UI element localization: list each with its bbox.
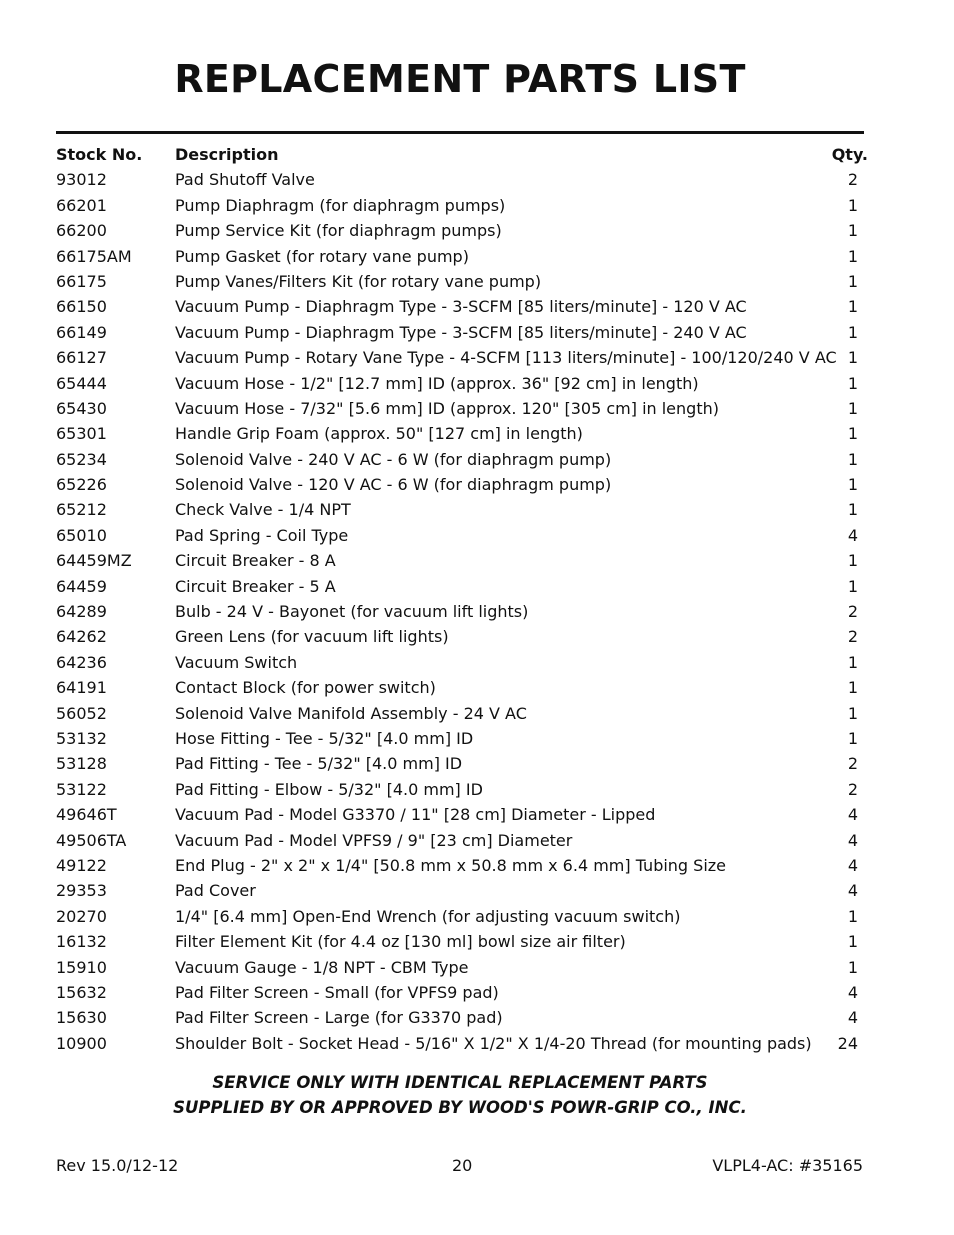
- table-row: [56, 218, 868, 243]
- stock-number: 64191: [56, 678, 107, 698]
- part-quantity: 1: [847, 475, 858, 495]
- part-description: Pump Gasket (for rotary vane pump): [175, 246, 469, 266]
- part-quantity: 1: [847, 271, 858, 291]
- part-description: Pad Fitting - Elbow - 5/32" [4.0 mm] ID: [175, 779, 483, 799]
- part-quantity: 1: [847, 576, 858, 596]
- stock-number: 64236: [56, 652, 107, 672]
- part-quantity: 1: [847, 932, 858, 952]
- parts-table: [56, 142, 868, 1056]
- part-description: Pad Fitting - Tee - 5/32" [4.0 mm] ID: [175, 754, 463, 774]
- table-row: [56, 269, 868, 294]
- stock-number: 66149: [56, 322, 107, 342]
- stock-number: 16132: [56, 932, 107, 952]
- part-description: End Plug - 2" x 2" x 1/4" [50.8 mm x 50.8 mm x 6.4 mm] Tubing Size: [175, 855, 727, 875]
- stock-number: 20270: [56, 906, 107, 926]
- part-quantity: 2: [847, 170, 858, 190]
- table-row: [56, 904, 868, 929]
- table-row: [56, 497, 868, 522]
- part-quantity: 2: [847, 754, 858, 774]
- table-row: [56, 548, 868, 573]
- part-quantity: 1: [847, 500, 858, 520]
- stock-number: 49506TA: [56, 830, 127, 850]
- part-quantity: 4: [847, 805, 858, 825]
- stock-number: 15910: [56, 957, 107, 977]
- table-row: [56, 726, 868, 751]
- table-row: [56, 878, 868, 903]
- parts-rows: [56, 167, 868, 1056]
- table-row: [56, 802, 868, 827]
- table-row: [56, 980, 868, 1005]
- table-row: [56, 675, 868, 700]
- part-quantity: 1: [847, 398, 858, 418]
- stock-number: 65444: [56, 373, 107, 393]
- part-description: Pad Cover: [175, 881, 256, 901]
- part-description: Vacuum Pump - Rotary Vane Type - 4-SCFM [113 liters/minute] - 100/120/240 V AC: [175, 348, 837, 368]
- stock-number: 64289: [56, 602, 107, 622]
- stock-number: 53128: [56, 754, 107, 774]
- table-row: [56, 599, 868, 624]
- part-quantity: 24: [837, 1033, 858, 1053]
- stock-number: 66127: [56, 348, 107, 368]
- stock-number: 65212: [56, 500, 107, 520]
- part-description: Vacuum Hose - 1/2" [12.7 mm] ID (approx. 36" [92 cm] in length): [175, 373, 699, 393]
- part-quantity: 4: [847, 1008, 858, 1028]
- stock-number: 64262: [56, 627, 107, 647]
- part-quantity: 2: [847, 602, 858, 622]
- table-row: [56, 421, 868, 446]
- stock-number: 56052: [56, 703, 107, 723]
- table-row: [56, 777, 868, 802]
- part-quantity: 1: [847, 678, 858, 698]
- page-title: REPLACEMENT PARTS LIST: [174, 57, 746, 101]
- table-row: [56, 244, 868, 269]
- page-number: 20: [452, 1156, 473, 1175]
- part-quantity: 1: [847, 195, 858, 215]
- stock-number: 10900: [56, 1033, 107, 1053]
- table-row: [56, 1005, 868, 1030]
- stock-number: 66175AM: [56, 246, 132, 266]
- table-row: [56, 624, 868, 649]
- stock-number: 66175: [56, 271, 107, 291]
- stock-number: 65010: [56, 525, 107, 545]
- service-notice-line-2: SUPPLIED BY OR APPROVED BY WOOD'S POWR-GRIP CO., INC.: [173, 1098, 747, 1117]
- stock-number: 49122: [56, 855, 107, 875]
- part-quantity: 1: [847, 906, 858, 926]
- part-quantity: 4: [847, 982, 858, 1002]
- part-description: Solenoid Valve - 120 V AC - 6 W (for diaphragm pump): [175, 475, 612, 495]
- service-notice-line-1: SERVICE ONLY WITH IDENTICAL REPLACEMENT PARTS: [212, 1073, 708, 1092]
- part-description: Vacuum Gauge - 1/8 NPT - CBM Type: [175, 957, 469, 977]
- part-description: Circuit Breaker - 8 A: [175, 551, 336, 571]
- table-row: [56, 701, 868, 726]
- part-quantity: 1: [847, 424, 858, 444]
- part-description: Pump Service Kit (for diaphragm pumps): [175, 221, 502, 241]
- table-row: [56, 929, 868, 954]
- part-description: Handle Grip Foam (approx. 50" [127 cm] in length): [175, 424, 583, 444]
- part-description: Vacuum Pad - Model VPFS9 / 9" [23 cm] Diameter: [175, 830, 573, 850]
- stock-number: 15632: [56, 982, 107, 1002]
- table-row: [56, 294, 868, 319]
- table-row: [56, 574, 868, 599]
- part-quantity: 4: [847, 881, 858, 901]
- part-quantity: 2: [847, 779, 858, 799]
- stock-number: 53132: [56, 728, 107, 748]
- table-row: [56, 396, 868, 421]
- part-description: Solenoid Valve Manifold Assembly - 24 V AC: [175, 703, 527, 723]
- table-row: [56, 167, 868, 192]
- part-quantity: 1: [847, 652, 858, 672]
- part-description: Vacuum Hose - 7/32" [5.6 mm] ID (approx. 120" [305 cm] in length): [175, 398, 719, 418]
- part-description: Pad Filter Screen - Small (for VPFS9 pad): [175, 982, 499, 1002]
- table-row: [56, 1031, 868, 1056]
- part-quantity: 1: [847, 322, 858, 342]
- stock-number: 15630: [56, 1008, 107, 1028]
- stock-number: 64459: [56, 576, 107, 596]
- part-description: Solenoid Valve - 240 V AC - 6 W (for diaphragm pump): [175, 449, 612, 469]
- document-id: VLPL4-AC: #35165: [712, 1156, 863, 1175]
- part-description: Pad Shutoff Valve: [175, 170, 315, 190]
- table-row: [56, 650, 868, 675]
- table-row: [56, 320, 868, 345]
- part-description: Pad Spring - Coil Type: [175, 525, 349, 545]
- table-row: [56, 955, 868, 980]
- part-description: Vacuum Pump - Diaphragm Type - 3-SCFM [85 liters/minute] - 120 V AC: [175, 297, 747, 317]
- part-description: Vacuum Pad - Model G3370 / 11" [28 cm] Diameter - Lipped: [175, 805, 656, 825]
- part-quantity: 1: [847, 297, 858, 317]
- table-row: [56, 853, 868, 878]
- part-quantity: 2: [847, 627, 858, 647]
- stock-number: 93012: [56, 170, 107, 190]
- stock-number: 65301: [56, 424, 107, 444]
- stock-number: 66150: [56, 297, 107, 317]
- part-description: Vacuum Pump - Diaphragm Type - 3-SCFM [85 liters/minute] - 240 V AC: [175, 322, 747, 342]
- table-row: [56, 523, 868, 548]
- part-quantity: 1: [847, 449, 858, 469]
- table-header: [56, 142, 868, 167]
- part-description: Hose Fitting - Tee - 5/32" [4.0 mm] ID: [175, 728, 474, 748]
- part-quantity: 1: [847, 348, 858, 368]
- part-description: Circuit Breaker - 5 A: [175, 576, 336, 596]
- part-description: Pump Vanes/Filters Kit (for rotary vane pump): [175, 271, 542, 291]
- part-quantity: 1: [847, 246, 858, 266]
- stock-number: 49646T: [56, 805, 117, 825]
- part-description: Filter Element Kit (for 4.4 oz [130 ml] bowl size air filter): [175, 932, 626, 952]
- description-column-header: Description: [175, 145, 279, 164]
- part-description: Pad Filter Screen - Large (for G3370 pad): [175, 1008, 503, 1028]
- stock-number: 65430: [56, 398, 107, 418]
- part-quantity: 1: [847, 551, 858, 571]
- stock-number: 65234: [56, 449, 107, 469]
- stock-column-header: Stock No.: [56, 145, 143, 164]
- stock-number: 65226: [56, 475, 107, 495]
- stock-number: 53122: [56, 779, 107, 799]
- part-quantity: 1: [847, 373, 858, 393]
- table-row: [56, 371, 868, 396]
- part-quantity: 4: [847, 855, 858, 875]
- part-description: Shoulder Bolt - Socket Head - 5/16" X 1/2" X 1/4-20 Thread (for mounting pads): [175, 1033, 812, 1053]
- part-quantity: 4: [847, 830, 858, 850]
- stock-number: 64459MZ: [56, 551, 132, 571]
- part-description: 1/4" [6.4 mm] Open-End Wrench (for adjusting vacuum switch): [175, 906, 681, 926]
- part-description: Check Valve - 1/4 NPT: [175, 500, 351, 520]
- table-row: [56, 828, 868, 853]
- part-description: Contact Block (for power switch): [175, 678, 436, 698]
- part-quantity: 1: [847, 703, 858, 723]
- table-row: [56, 447, 868, 472]
- table-row: [56, 472, 868, 497]
- part-quantity: 1: [847, 957, 858, 977]
- stock-number: 29353: [56, 881, 107, 901]
- table-row: [56, 193, 868, 218]
- stock-number: 66200: [56, 221, 107, 241]
- part-description: Vacuum Switch: [175, 652, 298, 672]
- part-quantity: 4: [847, 525, 858, 545]
- part-description: Green Lens (for vacuum lift lights): [175, 627, 449, 647]
- title-divider: [56, 131, 864, 134]
- table-row: [56, 345, 868, 370]
- part-description: Pump Diaphragm (for diaphragm pumps): [175, 195, 506, 215]
- part-description: Bulb - 24 V - Bayonet (for vacuum lift lights): [175, 602, 529, 622]
- part-quantity: 1: [847, 728, 858, 748]
- revision-label: Rev 15.0/12-12: [56, 1156, 179, 1175]
- part-quantity: 1: [847, 221, 858, 241]
- stock-number: 66201: [56, 195, 107, 215]
- qty-column-header: Qty.: [831, 145, 868, 164]
- table-row: [56, 751, 868, 776]
